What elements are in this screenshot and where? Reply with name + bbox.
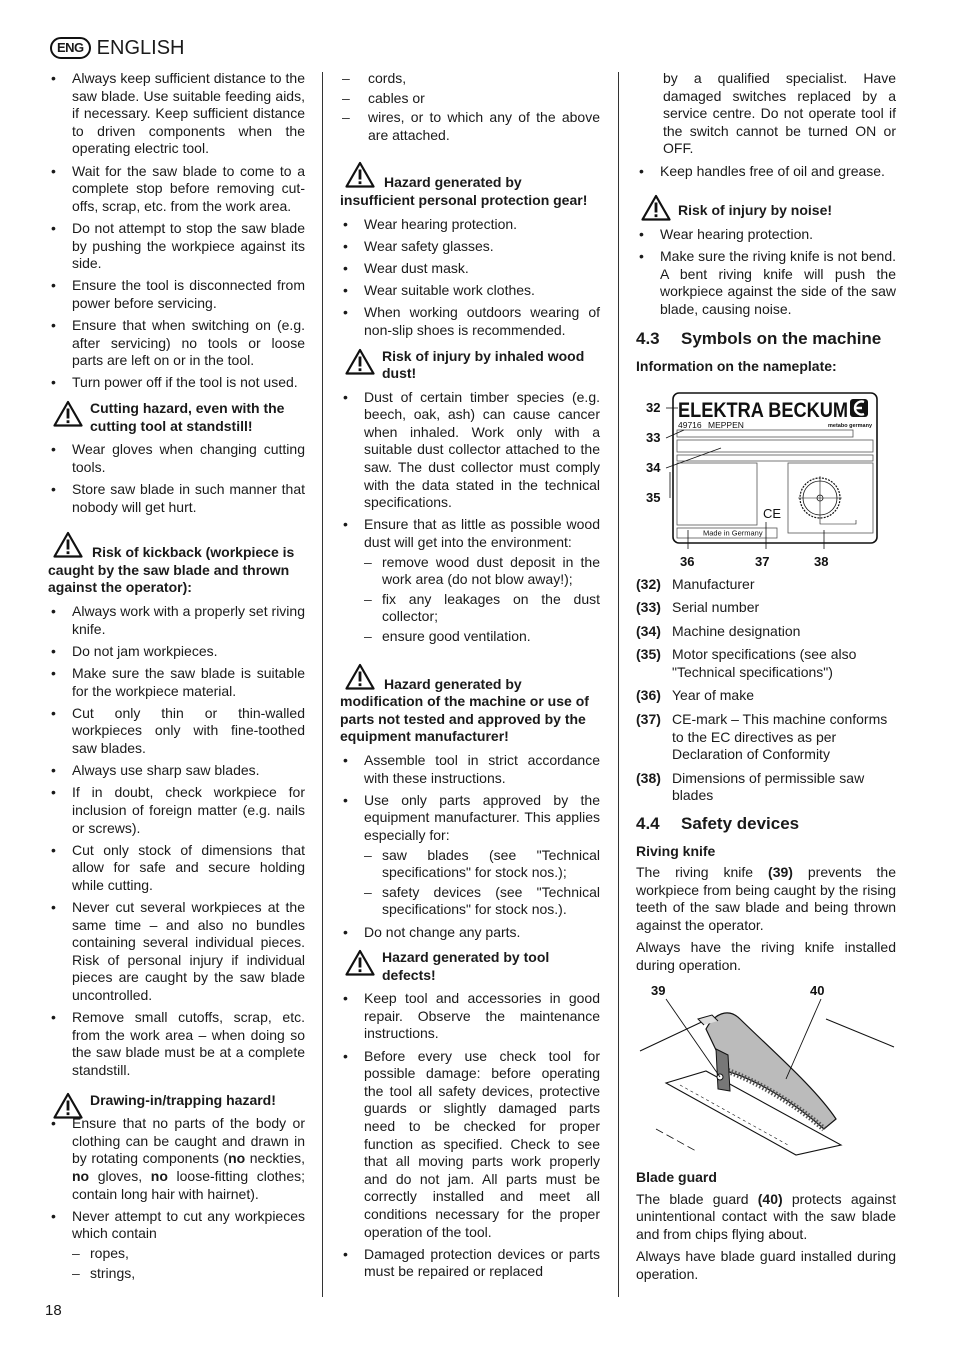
nameplate-metabo: metabo germany	[828, 422, 873, 429]
list-item: • When working outdoors wearing of non-slip shoes is recommended.	[340, 304, 600, 339]
hazard-text: Hazard generated by insufficient personal protection gear!	[340, 174, 588, 208]
callout-39: 39	[651, 982, 666, 998]
bullet-list	[340, 216, 600, 340]
bullet-list	[340, 389, 600, 646]
list-item: – ropes,	[72, 1245, 305, 1263]
list-item: • Wear hearing protection.	[636, 226, 896, 244]
blade-guard-illustration	[636, 979, 896, 1159]
blade-guard-text: The blade guard (40) protects against unintentional contact with the saw blade and from chips flying about.	[636, 1190, 896, 1242]
nameplate-subtitle: Information on the nameplate:	[636, 357, 837, 374]
list-item: • Always work with a properly set riving knife.	[48, 603, 305, 638]
legend-row: (34) Machine designation	[636, 622, 801, 639]
list-item: • Ensure that as little as possible wood dust will get into the environment: – remove wood dust deposit in the work area (do not blow away!); – fix any leakages on the dust collector; – ensure good ventilation.	[340, 516, 600, 645]
warning-icon	[53, 531, 83, 558]
callout-33: 33	[646, 429, 661, 445]
riving-knife-note: Always have the riving knife installed during operation.	[636, 939, 896, 973]
bullet-list	[340, 752, 600, 941]
column-3	[636, 70, 896, 1288]
list-item: • Wear hearing protection.	[340, 216, 600, 234]
legend-row: (35) Motor specifications (see also "Technical specifications")	[636, 646, 857, 680]
page-header	[50, 36, 184, 60]
hazard-ppe	[340, 174, 600, 209]
hazard-defects	[340, 949, 600, 984]
hazard-cutting	[48, 400, 305, 435]
list-item: • Wear dust mask.	[340, 260, 600, 278]
hazard-text: Hazard generated by modification of the machine or use of parts not tested and approved by the equipment manufacturer!	[340, 675, 589, 745]
list-item: • Make sure the saw blade is suitable for the workpiece material.	[48, 665, 305, 700]
list-item: • Never attempt to cut any workpieces which contain – ropes, – strings,	[48, 1208, 305, 1282]
list-item: • Do not change any parts.	[340, 924, 600, 942]
nameplate-legend	[636, 576, 896, 806]
list-item: • Remove small cutoffs, scrap, etc. from the work area – when doing so the saw blade must be at a complete standstill.	[48, 1009, 305, 1079]
callout-35: 35	[646, 489, 661, 505]
column-divider	[618, 72, 619, 1297]
legend-row: (36) Year of make	[636, 687, 754, 704]
list-item: • Ensure the tool is disconnected from power before servicing.	[48, 277, 305, 312]
list-item: – safety devices (see "Technical specifications" for stock nos.).	[364, 884, 600, 919]
hazard-text: Drawing-in/trapping hazard!	[90, 1091, 276, 1108]
list-item: – strings,	[72, 1265, 305, 1283]
bullet-list	[636, 226, 896, 319]
nameplate-figure	[636, 390, 896, 570]
column-1	[48, 70, 305, 1287]
blade-guard-note: Always have blade guard installed during operation.	[636, 1247, 896, 1282]
hazard-text: Risk of kickback (workpiece is caught by the saw blade and thrown against the operator):	[48, 544, 295, 596]
callout-38: 38	[814, 553, 829, 569]
callout-37: 37	[755, 553, 770, 569]
hazard-text: Risk of injury by noise!	[678, 202, 833, 219]
hazard-modification	[340, 676, 600, 746]
section-heading-4-4: 4.4 Safety devices	[636, 814, 800, 834]
page-number: 18	[45, 1302, 62, 1319]
legend-row: (37) CE-mark – This machine conforms to the EC directives as per Declaration of Conformity	[636, 711, 888, 763]
list-item: • Keep handles free of oil and grease.	[636, 163, 896, 181]
hazard-text: Cutting hazard, even with the cutting tool at standstill!	[90, 400, 285, 434]
dash-list	[364, 847, 600, 919]
riving-knife-heading: Riving knife	[636, 842, 716, 859]
list-item: • Never cut several workpieces at the same time – and also no bundles containing several individual pieces. Risk of personal injury if individual pieces are caught by the saw blade uncontrolled.	[48, 899, 305, 1005]
list-item: – remove wood dust deposit in the work area (do not blow away!);	[364, 554, 600, 589]
list-item: – wires, or to which any of the above are attached.	[340, 109, 600, 144]
list-item: • Damaged protection devices or parts must be repaired or replaced	[340, 1246, 600, 1281]
bullet-list	[48, 70, 305, 392]
dash-list	[340, 70, 600, 144]
language-badge: ENG	[50, 37, 91, 59]
nameplate-illustration	[636, 390, 896, 570]
legend-row: (32) Manufacturer	[636, 575, 755, 592]
list-item: – saw blades (see "Technical specifications" for stock nos.);	[364, 847, 600, 882]
list-item: • Dust of certain timber species (e.g. beech, oak, ash) can cause cancer when inhaled. Work only with a suitable dust collector attached to the saw. The dust collector must comply with the data stated in the technical specifications.	[340, 389, 600, 512]
warning-icon	[345, 663, 375, 690]
list-item: • Ensure that no parts of the body or clothing can be caught and drawn in by rotating components (no neckties, no gloves, no loose-fitting clothes; contain long hair with hairnet).	[48, 1115, 305, 1203]
list-item: • Keep tool and accessories in good repair. Observe the maintenance instructions.	[340, 990, 600, 1043]
bullet-list	[48, 441, 305, 516]
warning-icon	[345, 348, 375, 375]
nameplate-city: MEPPEN	[708, 419, 744, 430]
warning-icon	[641, 194, 671, 221]
list-item: • Wear safety glasses.	[340, 238, 600, 256]
hazard-text: Risk of injury by inhaled wood dust!	[382, 347, 585, 382]
list-item: • Wear gloves when changing cutting tools.	[48, 441, 305, 476]
bullet-list	[48, 1115, 305, 1282]
list-item: • Assemble tool in strict accordance with these instructions.	[340, 752, 600, 787]
hazard-dust	[340, 348, 600, 383]
dash-list	[364, 554, 600, 646]
dash-list	[72, 1245, 305, 1282]
bullet-list	[636, 163, 896, 181]
warning-icon	[53, 400, 83, 427]
warning-icon	[345, 161, 375, 188]
column-2	[340, 70, 600, 1286]
list-item: – cables or	[340, 90, 600, 108]
hazard-text: Hazard generated by tool defects!	[382, 949, 550, 983]
column-divider	[322, 72, 323, 1297]
blade-guard-figure	[636, 979, 896, 1159]
nameplate-brand: ELEKTRA BECKUM	[678, 398, 848, 422]
list-item: • Cut only thin or thin-walled workpieces only with fine-toothed saw blades.	[48, 705, 305, 758]
list-item: • Before every use check tool for possible damage: before operating the tool all safety devices, protective guards or slightly damaged parts need to be checked for proper function as specified. Check to see that all moving parts work properly and do not jam. All parts must be correctly installed and meet all conditions necessary for the proper operation of the tool.	[340, 1048, 600, 1242]
legend-row: (33) Serial number	[636, 599, 760, 616]
list-item: – fix any leakages on the dust collector;	[364, 591, 600, 626]
hazard-drawing-in	[48, 1092, 305, 1110]
bullet-list	[340, 990, 600, 1281]
callout-32: 32	[646, 399, 661, 415]
callout-36: 36	[680, 553, 695, 569]
legend-row: (38) Dimensions of permissible saw blades	[636, 769, 865, 804]
ce-mark-icon: CE	[763, 505, 782, 521]
list-item: • Wear suitable work clothes.	[340, 282, 600, 300]
list-item: • Cut only stock of dimensions that allow for safe and secure holding while cutting.	[48, 842, 305, 895]
riving-knife-icon	[716, 1049, 730, 1091]
list-item: • Always keep sufficient distance to the saw blade. Use suitable feeding aids, if necessary. Keep sufficient distance to driven components when the operating electric tool.	[48, 70, 305, 158]
callout-34: 34	[646, 459, 661, 475]
section-heading-4-3: 4.3 Symbols on the machine	[636, 329, 882, 349]
list-item: • Do not jam workpieces.	[48, 643, 305, 661]
nameplate-zip: 49716	[678, 419, 702, 430]
list-item: • Turn power off if the tool is not used.	[48, 374, 305, 392]
list-item: • Ensure that when switching on (e.g. after servicing) no tools or loose parts are left on or in the tool.	[48, 317, 305, 370]
nameplate-made-in: Made in Germany	[703, 528, 763, 537]
list-item: • Always use sharp saw blades.	[48, 762, 305, 780]
riving-knife-text: The riving knife (39) prevents the workpiece from being caught by the rising teeth of the saw blade and being thrown against the operator.	[636, 864, 897, 933]
language-title: ENGLISH	[96, 37, 185, 59]
list-item: • If in doubt, check workpiece for inclusion of foreign matter (e.g. nails or screws).	[48, 784, 305, 837]
blade-guard-heading: Blade guard	[636, 1168, 717, 1185]
continued-text: by a qualified specialist. Have damaged switches replaced by a service centre. Do not operate tool if the switch cannot be turned ON or OFF.	[663, 70, 896, 157]
bullet-list	[48, 603, 305, 1080]
list-item: – ensure good ventilation.	[364, 628, 600, 646]
list-item: • Store saw blade in such manner that nobody will get hurt.	[48, 481, 305, 516]
list-item: – cords,	[340, 70, 600, 88]
hazard-kickback	[48, 544, 305, 597]
list-item: • Wait for the saw blade to come to a complete stop before removing cut-offs, scrap, etc. from the work area.	[48, 163, 305, 216]
list-item: • Do not attempt to stop the saw blade by pushing the workpiece against its side.	[48, 220, 305, 273]
warning-icon	[345, 949, 375, 976]
list-item: • Use only parts approved by the equipment manufacturer. This applies especially for: – saw blades (see "Technical specifications" for stock nos.); – safety devices (see "Technical specifications" for stock nos.).	[340, 792, 600, 919]
callout-40: 40	[810, 982, 825, 998]
hazard-noise	[636, 194, 896, 220]
list-item: • Make sure the riving knife is not bend. A bent riving knife will push the workpiece against the side of the saw blade, causing noise.	[636, 248, 896, 318]
